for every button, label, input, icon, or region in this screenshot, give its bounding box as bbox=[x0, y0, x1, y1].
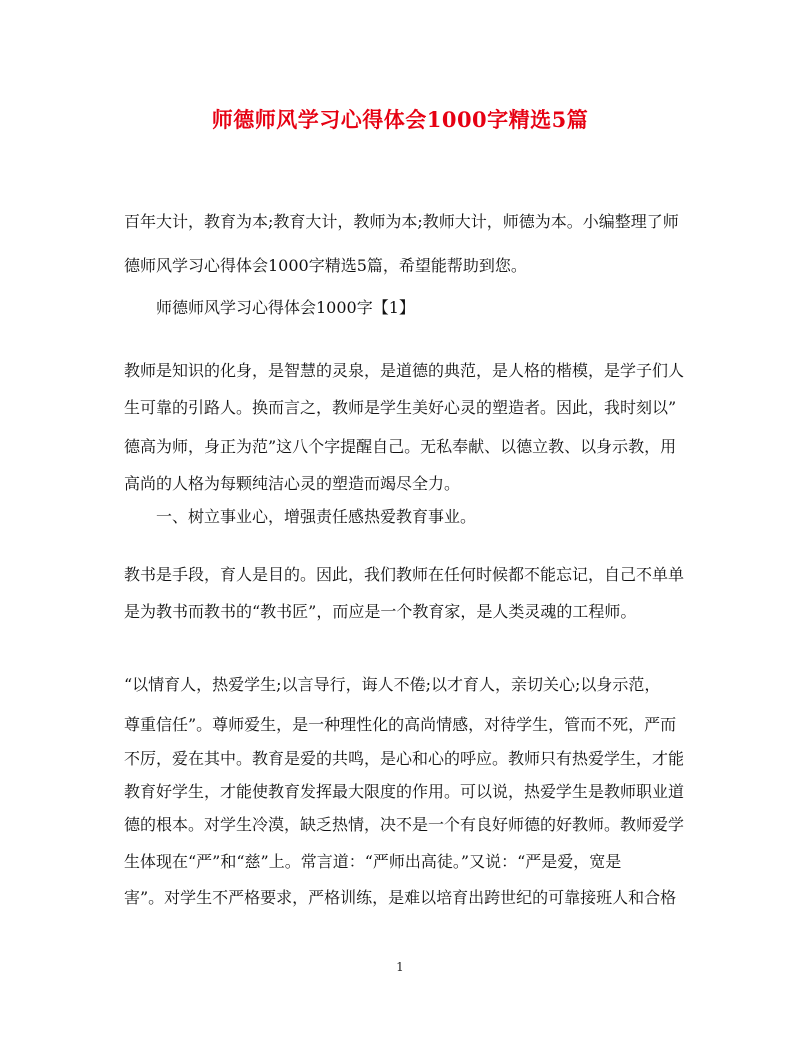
paragraph-line: 生可靠的引路人。换而言之，教师是学生美好心灵的塑造者。因此，我时刻以” bbox=[124, 398, 677, 417]
paragraph-line: 教书是手段，育人是目的。因此，我们教师在任何时候都不能忘记，自己不单单 bbox=[124, 565, 685, 584]
paragraph-line: 不厉，爱在其中。教育是爱的共鸣，是心和心的呼应。教师只有热爱学生，才能 bbox=[124, 749, 685, 768]
paragraph-line: 高尚的人格为每颗纯洁心灵的塑造而竭尽全力。 bbox=[124, 474, 461, 493]
paragraph-line: 尊重信任”。尊师爱生，是一种理性化的高尚情感，对待学生，管而不死，严而 bbox=[124, 715, 677, 734]
page-number: 1 bbox=[396, 960, 404, 974]
paragraph-line: 教育好学生，才能使教育发挥最大限度的作用。可以说，热爱学生是教师职业道 bbox=[124, 782, 685, 801]
paragraph-line: “以情育人，热爱学生;以言导行，诲人不倦;以才育人，亲切关心;以身示范， bbox=[124, 675, 661, 694]
section-heading: 一、树立事业心，增强责任感热爱教育事业。 bbox=[156, 507, 477, 526]
section-heading: 师德师风学习心得体会1000字【1】 bbox=[156, 298, 415, 317]
paragraph-line: 是为教书而教书的“教书匠”，而应是一个教育家，是人类灵魂的工程师。 bbox=[124, 602, 637, 621]
paragraph-line: 生体现在“严”和“慈”上。常言道：“严师出高徒。”又说：“严是爱，宽是 bbox=[124, 852, 622, 871]
paragraph-line: 德的根本。对学生冷漠，缺乏热情，决不是一个有良好师德的好教师。教师爱学 bbox=[124, 815, 685, 834]
paragraph-line: 害”。对学生不严格要求，严格训练，是难以培育出跨世纪的可靠接班人和合格 bbox=[124, 888, 677, 907]
document-title: 师德师风学习心得体会1000字精选5篇 bbox=[211, 107, 589, 132]
paragraph-line: 百年大计，教育为本;教育大计，教师为本;教师大计，师德为本。小编整理了师 bbox=[124, 212, 679, 231]
paragraph-line: 教师是知识的化身，是智慧的灵泉，是道德的典范，是人格的楷模，是学子们人 bbox=[124, 361, 685, 380]
paragraph-line: 德师风学习心得体会1000字精选5篇，希望能帮助到您。 bbox=[124, 256, 527, 275]
paragraph-line: 德高为师，身正为范”这八个字提醒自己。无私奉献、以德立教、以身示教，用 bbox=[124, 437, 677, 456]
